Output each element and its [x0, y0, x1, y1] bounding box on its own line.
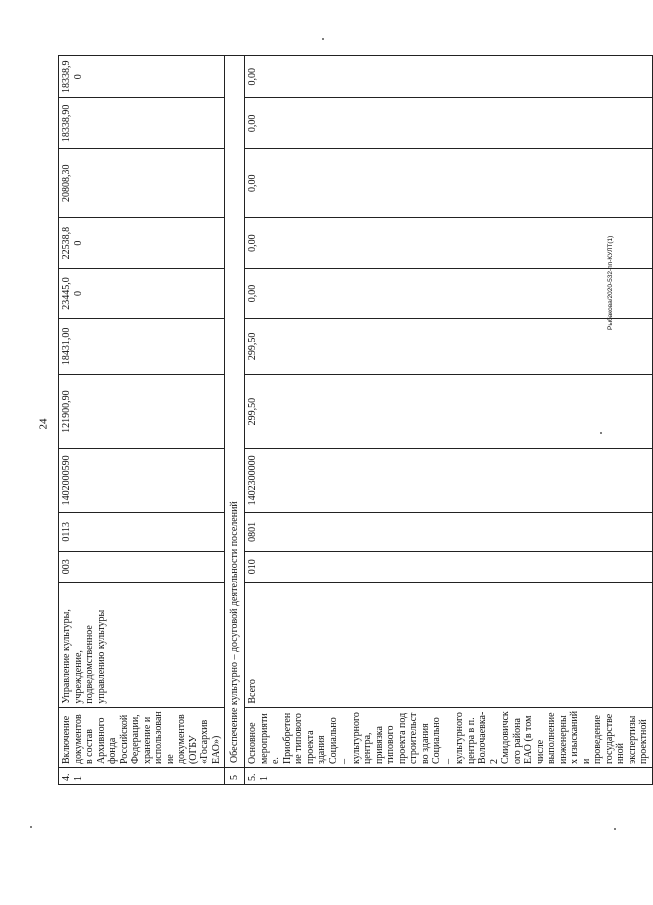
- scan-speck: [322, 38, 324, 40]
- grbs-code: 010: [245, 551, 653, 582]
- value-year-3: 0,00: [245, 218, 653, 269]
- grbs-code: 003: [59, 551, 225, 582]
- value-year-5: 18338,90: [59, 98, 225, 149]
- rzpr-code: 0801: [245, 512, 653, 551]
- value-year-6: 0,00: [245, 56, 653, 98]
- section-number: 5: [225, 768, 245, 785]
- value-year-2: 23445,0 0: [59, 269, 225, 319]
- csr-code: 1402000590: [59, 449, 225, 513]
- table-row: [245, 56, 653, 785]
- activity-name: Основное мероприятие. Приобретение типового проекта здания Социально – культурного центра, привязка типового проекта под строительство здания Социально – культурного центра в п. Волочаевка-2 Смидовичского района ЕАО (в том числе выполнение инженерных изысканий и проведение государственной экспертизы проектной: [245, 707, 653, 767]
- section-title: Обеспечение культурно – досуговой деятельности поселений: [225, 56, 245, 768]
- value-year-5: 0,00: [245, 98, 653, 149]
- value-total: 299,50: [245, 374, 653, 448]
- document-registration-code: Рыбакова/2020-532-пп-КУЛТ(1): [607, 235, 614, 330]
- value-year-1: 18431,00: [59, 318, 225, 374]
- value-year-1: 299,50: [245, 318, 653, 374]
- value-year-4: 0,00: [245, 149, 653, 218]
- value-year-4: 20808,30: [59, 149, 225, 218]
- value-year-6: 18338,9 0: [59, 56, 225, 98]
- csr-code: 1402300000: [245, 449, 653, 513]
- row-number: 5. 1: [245, 768, 653, 785]
- value-year-2: 0,00: [245, 269, 653, 319]
- scan-speck: [600, 432, 602, 434]
- activity-name: Включение документов в состав Архивного фонда Российской Федерации, хранение и использование документов (ОГБУ «Госархив ЕАО»): [59, 707, 225, 767]
- value-year-3: 22538,8 0: [59, 218, 225, 269]
- scan-speck: [614, 828, 616, 830]
- row-number: 4. 1: [59, 768, 225, 785]
- executor: Управление культуры, учреждение, подведомственное управлению культуры: [59, 582, 225, 707]
- page-number: 24: [37, 418, 50, 430]
- rzpr-code: 0113: [59, 512, 225, 551]
- table-row: [59, 56, 225, 785]
- executor: Всего: [245, 582, 653, 707]
- scan-speck: [30, 826, 32, 828]
- value-total: 121900,90: [59, 374, 225, 448]
- section-row: [225, 56, 245, 785]
